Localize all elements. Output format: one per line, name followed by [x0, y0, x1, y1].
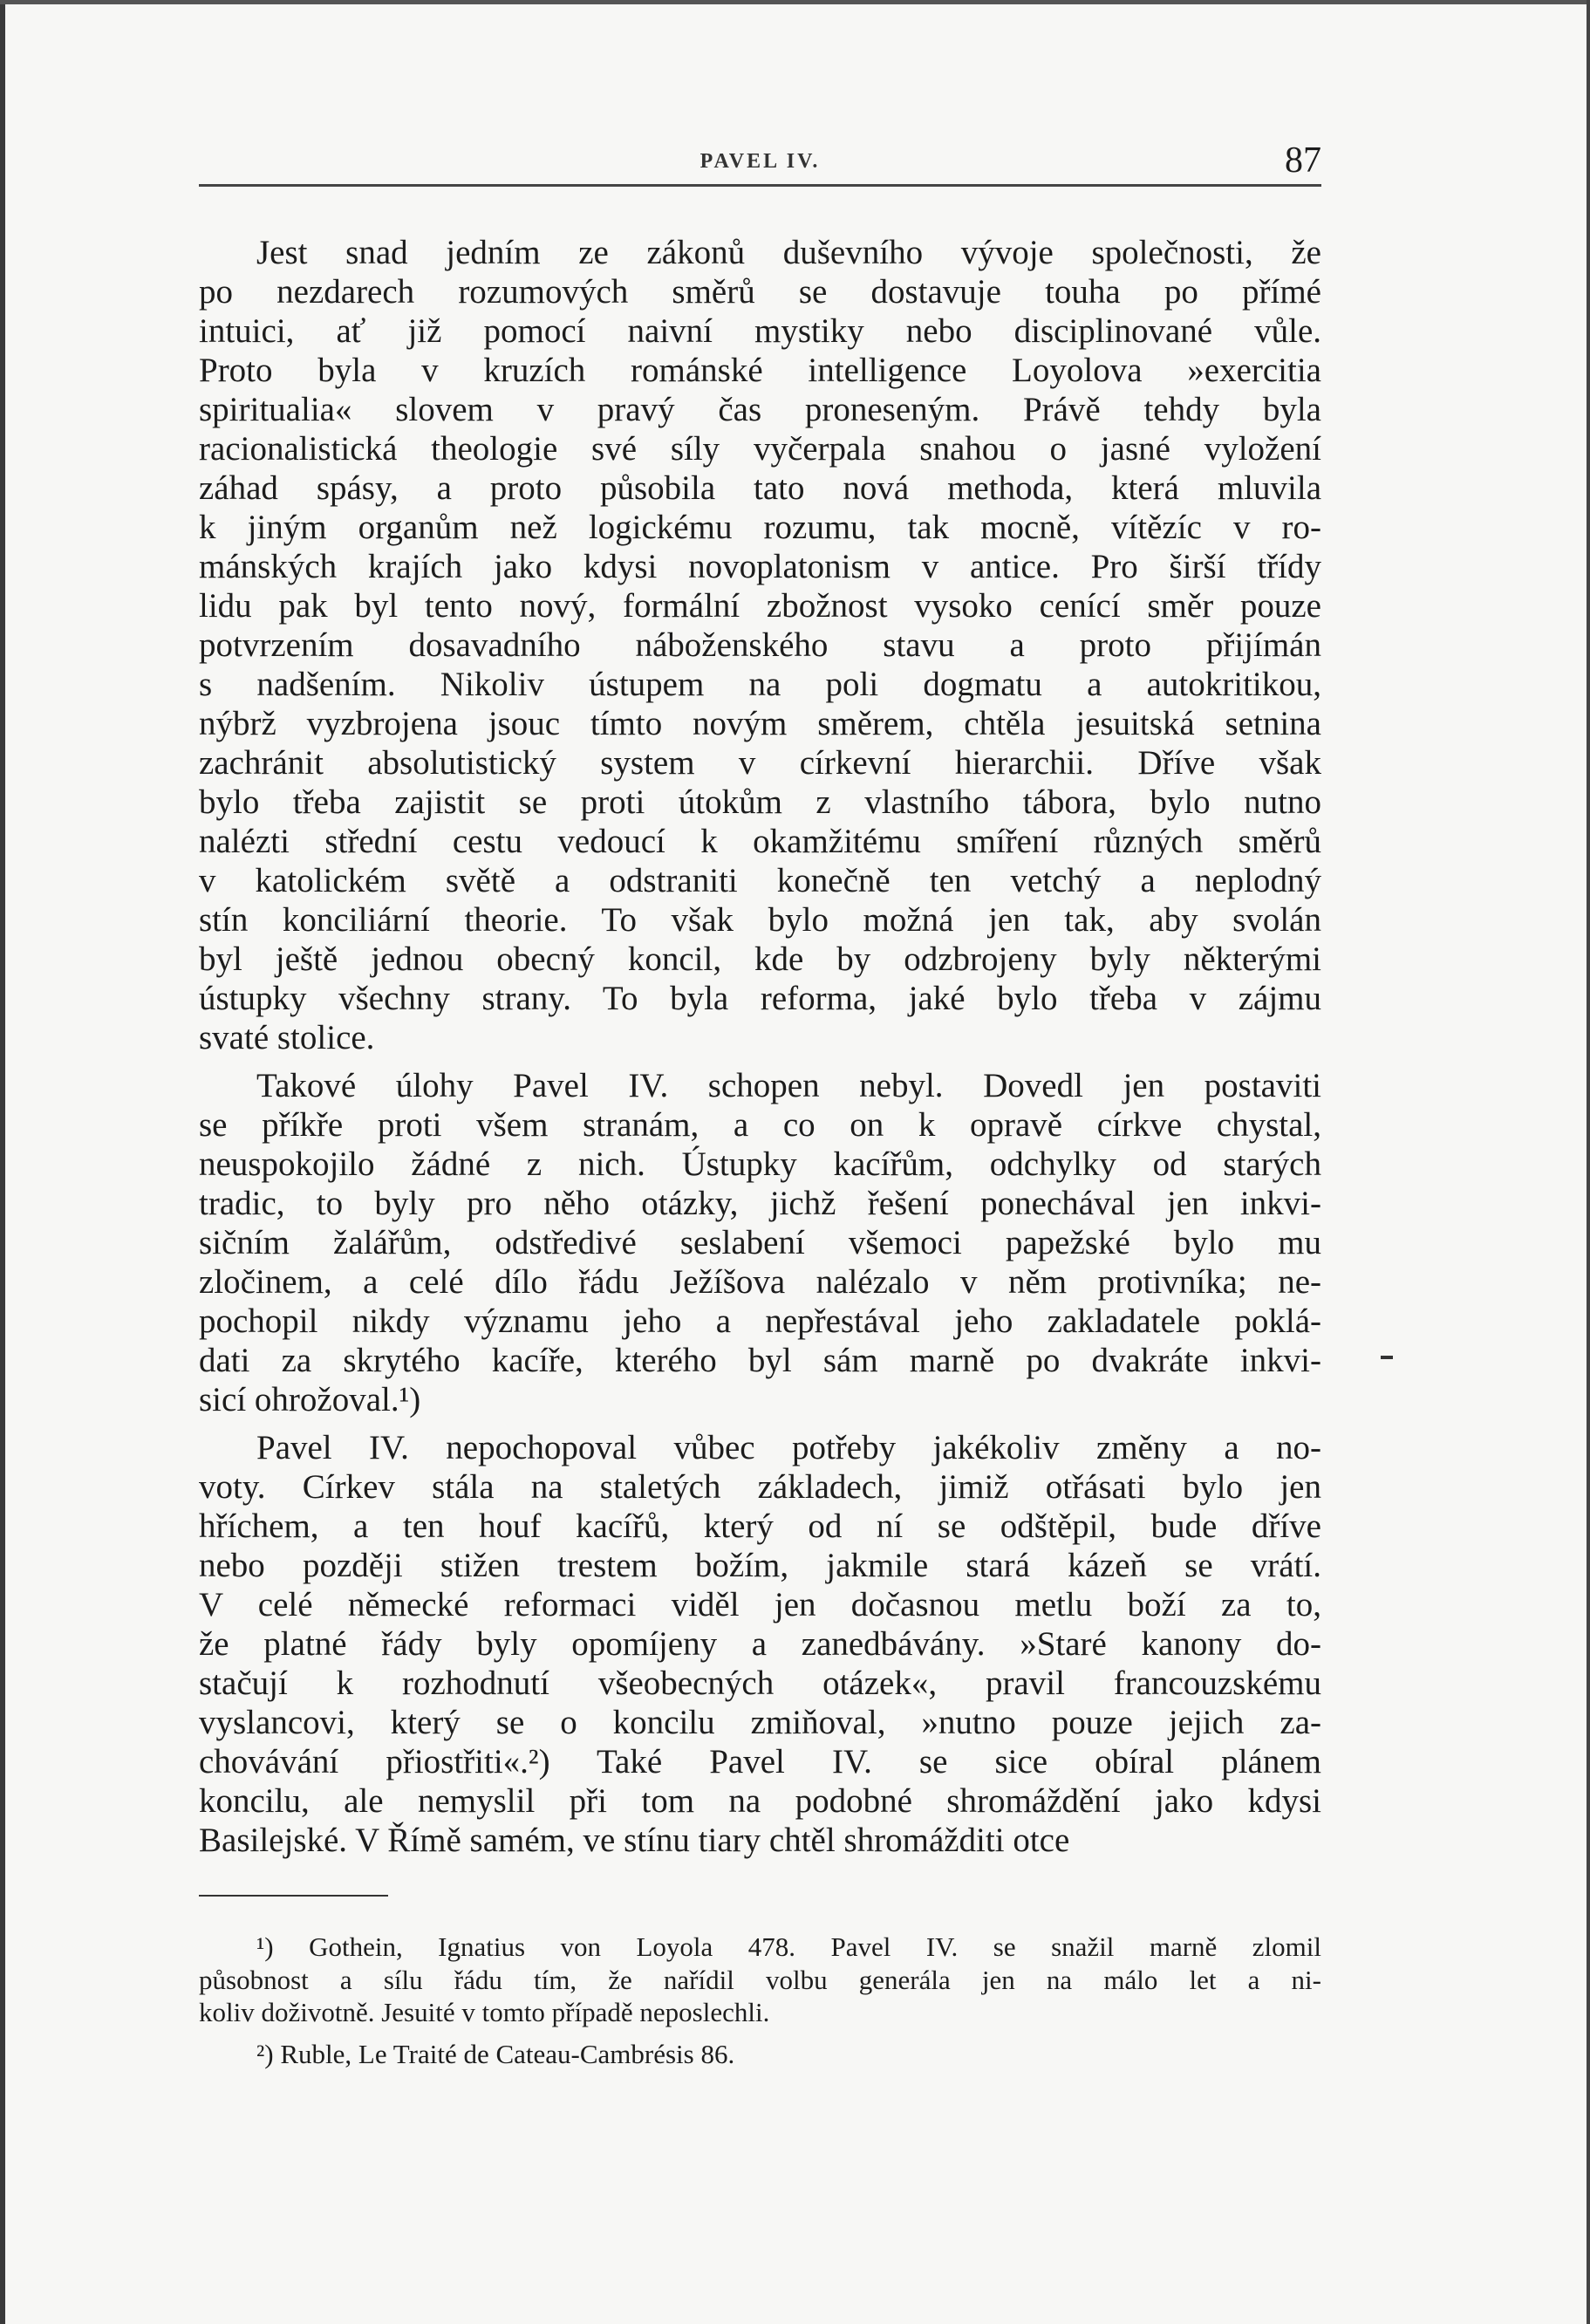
text-line: působnost a sílu řádu tím, že nařídil volbu generála jen na málo let a ni- — [199, 1964, 1321, 1995]
text-line: nalézti střední cestu vedoucí k okamžitému smíření různých směrů — [199, 823, 1321, 860]
footnotes — [199, 1931, 1321, 2079]
text-line: neuspokojilo žádné z nich. Ústupky kacířům, odchylky od starých — [199, 1145, 1321, 1183]
text-line: že platné řády byly opomíjeny a zanedbávány. »Staré kanony do- — [199, 1625, 1321, 1663]
text-line: bylo třeba zajistit se proti útokům z vlastního tábora, bylo nutno — [199, 783, 1321, 821]
text-line: se příkře proti všem stranám, a co on k opravě církve chystal, — [199, 1106, 1321, 1144]
text-line: tradic, to byly pro něho otázky, jichž řešení ponechával jen inkvi- — [199, 1185, 1321, 1222]
margin-mark — [1381, 1356, 1393, 1359]
text-line: nebo později stižen trestem božím, jakmile stará kázeň se vrátí. — [199, 1547, 1321, 1584]
text-line: s nadšením. Nikoliv ústupem na poli dogmatu a autokritikou, — [199, 666, 1321, 703]
text-line: stačují k rozhodnutí všeobecných otázek«, pravil francouzskému — [199, 1664, 1321, 1702]
page-number: 87 — [1285, 140, 1321, 181]
body-text — [199, 233, 1321, 1869]
scan-edge-top — [0, 0, 1590, 4]
text-line: Pavel IV. nepochopoval vůbec potřeby jakékoliv změny a no- — [256, 1429, 1321, 1466]
text-line: koncilu, ale nemyslil při tom na podobné shromáždění jako kdysi — [199, 1782, 1321, 1820]
running-head — [199, 140, 1321, 183]
text-line: mánských krajích jako kdysi novoplatonism v antice. Pro širší třídy — [199, 548, 1321, 585]
running-title: PAVEL IV. — [699, 150, 821, 173]
text-line: zachránit absolutistický system v církevní hierarchii. Dříve však — [199, 744, 1321, 782]
scan-edge-left — [0, 0, 5, 2324]
text-line: byl ještě jednou obecný koncil, kde by odzbrojeny byly některými — [199, 940, 1321, 978]
text-line: spiritualia« slovem v pravý čas proneseným. Právě tehdy byla — [199, 391, 1321, 428]
text-line: ¹) Gothein, Ignatius von Loyola 478. Pavel IV. se snažil marně zlomil — [256, 1931, 1321, 1962]
text-line: hříchem, a ten houf kacířů, který od ní se odštěpil, bude dříve — [199, 1507, 1321, 1545]
text-line: vyslancovi, který se o koncilu zmiňoval, »nutno pouze jejich za- — [199, 1704, 1321, 1741]
text-line: k jiným organům než logickému rozumu, tak mocně, vítězíc v ro- — [199, 509, 1321, 546]
text-line: sicí ohrožoval.¹) — [199, 1381, 421, 1418]
text-line: Takové úlohy Pavel IV. schopen nebyl. Dovedl jen postaviti — [256, 1067, 1321, 1104]
text-line: záhad spásy, a proto působila tato nová methoda, která mluvila — [199, 469, 1321, 507]
text-line: stín konciliární theorie. To však bylo možná jen tak, aby svolán — [199, 901, 1321, 939]
text-line: chovávání přiostřiti«.²) Také Pavel IV. se sice obíral plánem — [199, 1743, 1321, 1781]
scan-edge-right — [1587, 0, 1590, 2324]
text-line: Basilejské. V Římě samém, ve stínu tiary chtěl shromážditi otce — [199, 1822, 1070, 1859]
text-line: Jest snad jedním ze zákonů duševního vývoje společnosti, že — [256, 234, 1321, 271]
text-line: ústupky všechny strany. To byla reforma, jaké bylo třeba v zájmu — [199, 980, 1321, 1017]
text-line: sičním žalářům, odstředivé seslabení všemoci papežské bylo mu — [199, 1224, 1321, 1261]
text-line: potvrzením dosavadního náboženského stavu a proto přijímán — [199, 626, 1321, 664]
footnote-separator — [199, 1895, 388, 1897]
text-line: racionalistická theologie své síly vyčerpala snahou o jasné vyložení — [199, 430, 1321, 468]
footnote — [199, 2038, 1321, 2071]
text-line: V celé německé reformaci viděl jen dočasnou metlu boží za to, — [199, 1586, 1321, 1623]
text-line: intuici, ať již pomocí naivní mystiky nebo disciplinované vůle. — [199, 312, 1321, 350]
text-line: v katolickém světě a odstraniti konečně ten vetchý a neplodný — [199, 862, 1321, 899]
text-line: nýbrž vyzbrojena jsouc tímto novým směrem, chtěla jesuitská setnina — [199, 705, 1321, 742]
footnote — [199, 1931, 1321, 2029]
text-line: lidu pak byl tento nový, formální zbožnost vysoko cenící směr pouze — [199, 587, 1321, 625]
paragraph — [199, 1066, 1321, 1419]
text-line: voty. Církev stála na staletých základech, jimiž otřásati bylo jen — [199, 1468, 1321, 1506]
text-line: po nezdarech rozumových směrů se dostavuje touha po přímé — [199, 273, 1321, 311]
header-rule — [199, 184, 1321, 187]
text-line: koliv doživotně. Jesuité v tomto případě neposlechli. — [199, 1997, 770, 2027]
text-line: dati za skrytého kacíře, kterého byl sám marně po dvakráte inkvi- — [199, 1342, 1321, 1379]
text-line: pochopil nikdy významu jeho a nepřestával jeho zakladatele poklá- — [199, 1302, 1321, 1340]
text-line: Proto byla v kruzích románské intelligence Loyolova »exercitia — [199, 352, 1321, 389]
paragraph — [199, 1428, 1321, 1860]
text-line: ²) Ruble, Le Traité de Cateau-Cambrésis 86. — [256, 2038, 735, 2069]
text-line: zločinem, a celé dílo řádu Ježíšova nalézalo v něm protivníka; ne- — [199, 1263, 1321, 1301]
paragraph — [199, 233, 1321, 1057]
text-line: svaté stolice. — [199, 1019, 375, 1056]
